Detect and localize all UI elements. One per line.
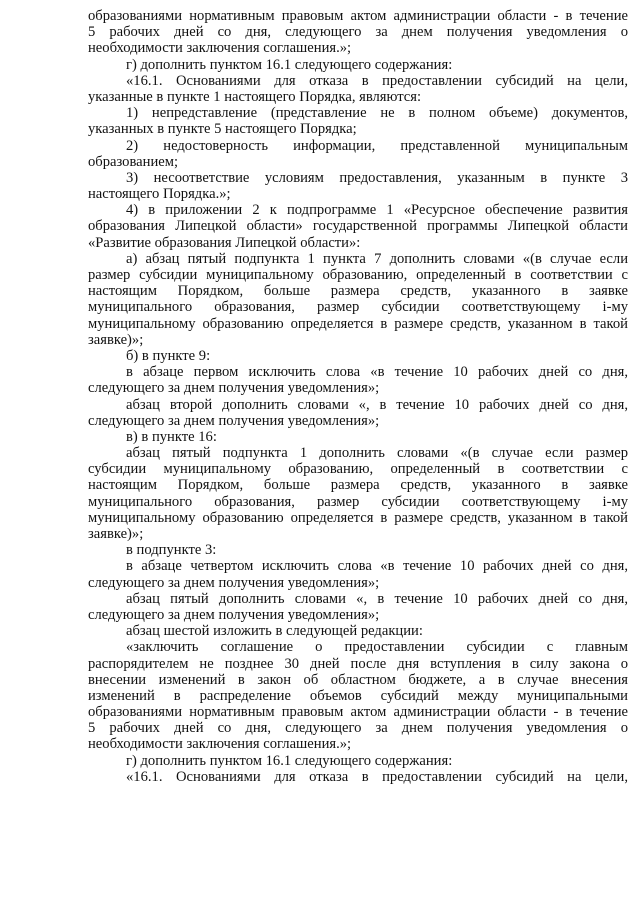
text-line: «16.1. Основаниями для отказа в предоставлении субсидий на цели, xyxy=(126,72,628,89)
text-line: указанные в пункте 1 настоящего Порядка, являются: xyxy=(88,88,422,105)
text-line: распорядителем не позднее 30 дней после дня вступления в силу закона о xyxy=(88,655,628,672)
text-line: следующего за днем получения уведомления»; xyxy=(88,412,380,429)
text-line: необходимости заключения соглашения.»; xyxy=(88,736,352,753)
text-line: г) дополнить пунктом 16.1 следующего содержания: xyxy=(126,56,453,73)
text-line: субсидии муниципальному образованию, определенный в соответствии с xyxy=(88,461,628,478)
text-line: образованием; xyxy=(88,153,179,170)
text-line: указанных в пункте 5 настоящего Порядка; xyxy=(88,121,357,138)
text-line: настоящим Порядком, больше размера средств, указанного в заявке xyxy=(88,283,628,300)
text-line: заявке)»; xyxy=(88,526,144,542)
text-line: 5 рабочих дней со дня, следующего за днем получения уведомления о xyxy=(88,24,628,41)
text-line: размер субсидии муниципальному образованию, определенный в соответствии с xyxy=(88,267,628,283)
text-line: а) абзац пятый подпункта 1 пункта 7 дополнить словами «(в случае если xyxy=(126,250,628,267)
text-line: муниципальному образованию определяется в размере средств, указанном в такой xyxy=(88,315,628,332)
text-line: образованиями нормативным правовым актом администрации области - в течение xyxy=(88,704,628,721)
text-line: следующего за днем получения уведомления»; xyxy=(88,380,380,397)
text-line: г) дополнить пунктом 16.1 следующего содержания: xyxy=(126,752,453,769)
text-line: муниципальному образованию определяется в размере средств, указанном в такой xyxy=(88,509,628,526)
text-line: 2) недостоверность информации, представленной муниципальным xyxy=(126,137,628,154)
text-line: «16.1. Основаниями для отказа в предоставлении субсидий на цели, xyxy=(126,768,628,785)
text-line: в абзаце первом исключить слова «в течение 10 рабочих дней со дня, xyxy=(126,364,628,381)
text-line: следующего за днем получения уведомления»; xyxy=(88,606,380,623)
text-line: «заключить соглашение о предоставлении субсидии с главным xyxy=(126,639,628,656)
text-line: абзац шестой изложить в следующей редакции: xyxy=(126,623,423,640)
text-line: следующего за днем получения уведомления»; xyxy=(88,574,380,591)
text-line: заявке)»; xyxy=(88,331,144,348)
text-line: настоящего Порядка.»; xyxy=(88,186,231,203)
text-line: 1) непредставление (представление не в полном объеме) документов, xyxy=(126,105,628,122)
text-line: муниципального образования, размер субсидии соответствующему i-му xyxy=(88,493,628,510)
text-line: необходимости заключения соглашения.»; xyxy=(88,40,352,57)
text-line: абзац пятый подпункта 1 дополнить словами «(в случае если размер xyxy=(126,445,628,462)
text-line: б) в пункте 9: xyxy=(126,347,211,364)
text-line: настоящим Порядком, больше размера средств, указанного в заявке xyxy=(88,477,628,494)
text-line: образованиями нормативным правовым актом администрации области - в течение xyxy=(88,8,628,24)
text-line: в подпункте 3: xyxy=(126,542,217,559)
text-line: «Развитие образования Липецкой области»: xyxy=(88,234,361,251)
text-line: абзац второй дополнить словами «, в течение 10 рабочих дней со дня, xyxy=(126,396,628,413)
text-line: муниципального образования, размер субсидии соответствующему i-му xyxy=(88,299,628,316)
text-line: внесении изменений в закон об областном бюджете, а в случае внесения xyxy=(88,671,628,688)
text-line: 4) в приложении 2 к подпрограмме 1 «Ресурсное обеспечение развития xyxy=(126,202,628,219)
text-line: 5 рабочих дней со дня, следующего за днем получения уведомления о xyxy=(88,720,628,737)
text-line: образования Липецкой области» государственной программы Липецкой области xyxy=(88,218,628,235)
text-line: 3) несоответствие условиям предоставления, указанным в пункте 3 xyxy=(126,169,628,186)
text-line: в) в пункте 16: xyxy=(126,428,217,445)
text-line: абзац пятый дополнить словами «, в течение 10 рабочих дней со дня, xyxy=(126,590,628,607)
text-line: изменений в распределение объемов субсидий между муниципальными xyxy=(88,687,628,704)
text-line: в абзаце четвертом исключить слова «в течение 10 рабочих дней со дня, xyxy=(126,558,628,575)
